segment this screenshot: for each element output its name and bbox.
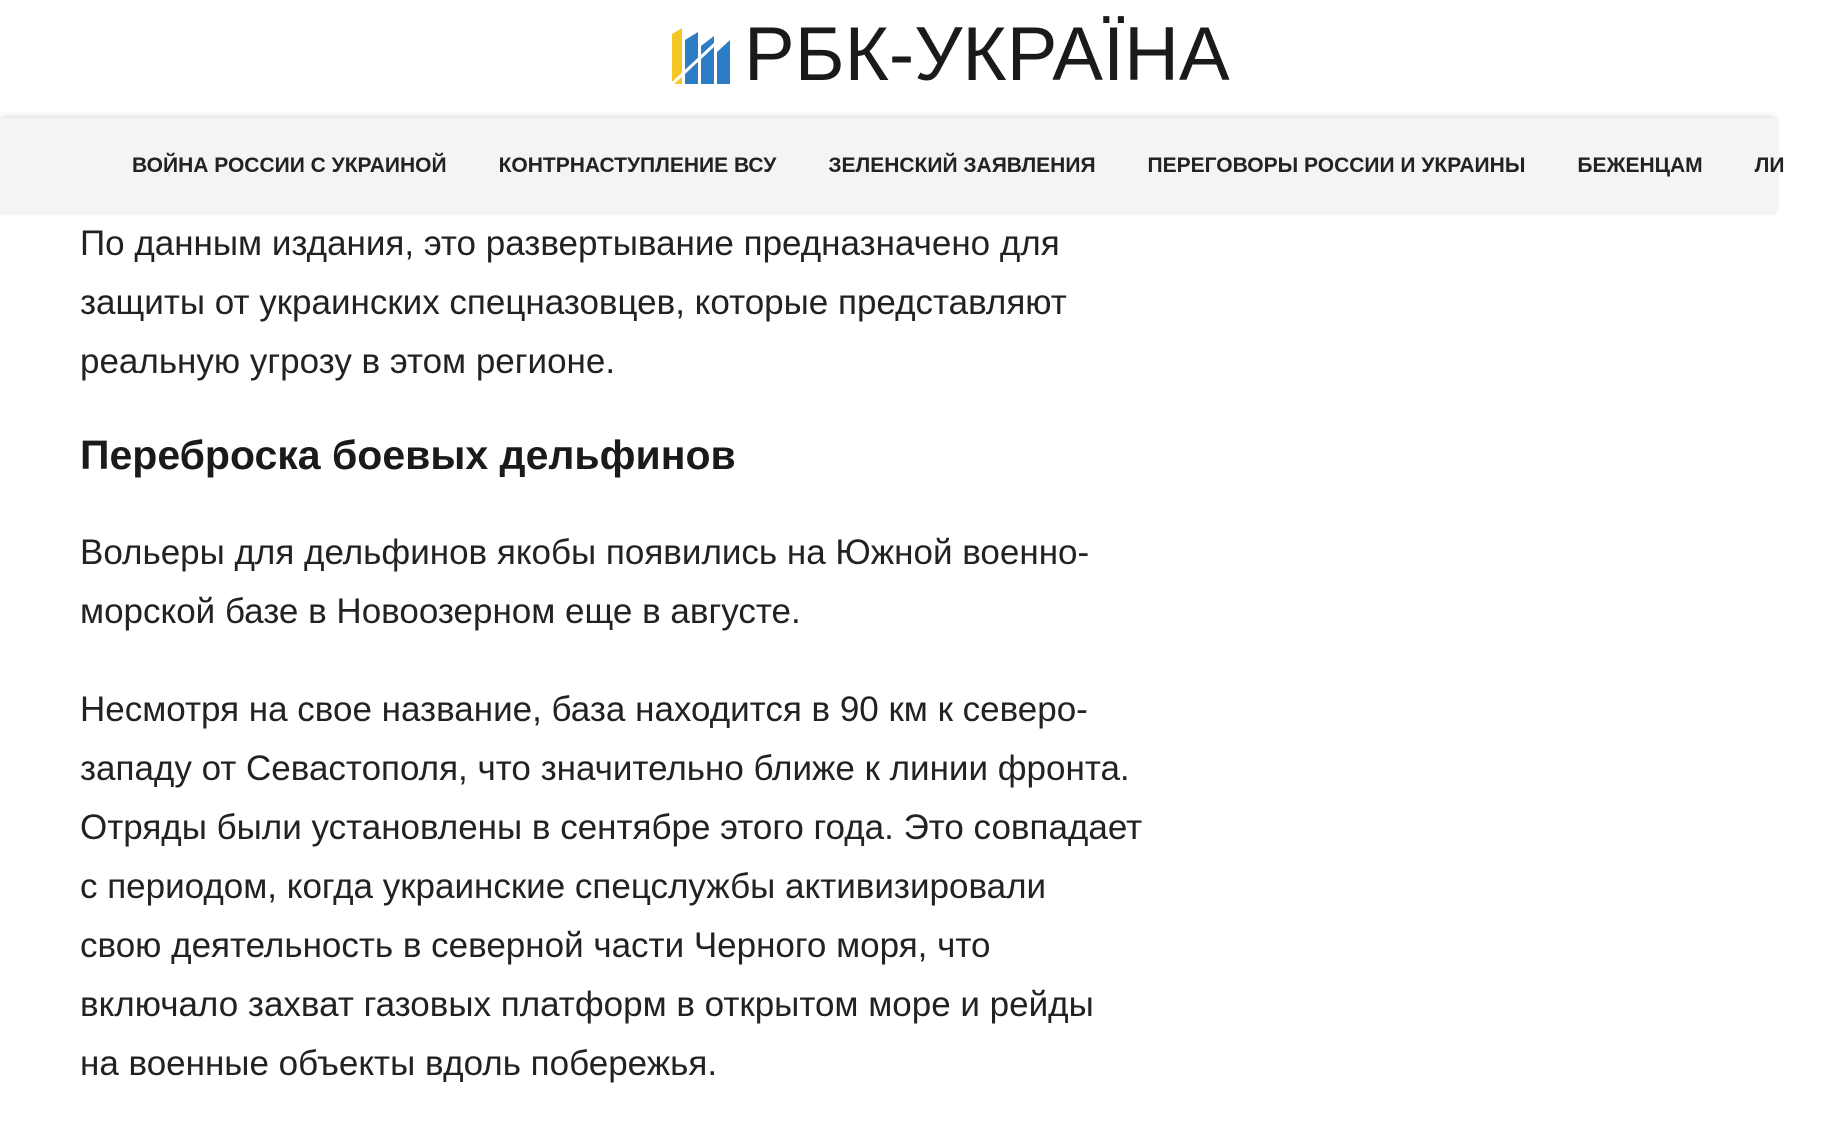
nav-item-negotiations[interactable]: ПЕРЕГОВОРЫ РОССИИ И УКРАИНЫ [1147, 154, 1526, 177]
nav-item-refugees[interactable]: БЕЖЕНЦАМ [1577, 154, 1703, 177]
nav-item-counteroffensive[interactable]: КОНТРНАСТУПЛЕНИЕ ВСУ [498, 154, 777, 177]
paragraph-line: Несмотря на свое название, база находится в 90 км к северо- [80, 690, 1088, 729]
nav-item-truncated[interactable]: ЛИ [1754, 154, 1785, 177]
paragraph-line: По данным издания, это развертывание предназначено для [80, 224, 1060, 263]
paragraph-line: реальную угрозу в этом регионе. [80, 342, 616, 381]
nav-item-war[interactable]: ВОЙНА РОССИИ С УКРАИНОЙ [132, 154, 447, 177]
logo-wordmark: РБК-УКРАЇНА [744, 12, 1230, 97]
rbc-logo-icon [672, 26, 730, 84]
article-subheading: Переброска боевых дельфинов [80, 432, 736, 478]
article-body [80, 214, 1260, 1093]
paragraph-line: на военные объекты вдоль побережья. [80, 1044, 718, 1083]
site-logo-link[interactable] [672, 12, 1230, 97]
paragraph-line: морской базе в Новоозерном еще в августе. [80, 592, 801, 631]
nav-list [132, 118, 1836, 214]
paragraph-line: Вольеры для дельфинов якобы появились на Южной военно- [80, 533, 1090, 572]
article-paragraph [80, 680, 1260, 1093]
article-paragraph [80, 214, 1260, 391]
paragraph-line: с периодом, когда украинские спецслужбы активизировали [80, 867, 1047, 906]
paragraph-line: свою деятельность в северной части Черного моря, что [80, 926, 991, 965]
site-header [0, 0, 1776, 118]
main-navigation [0, 118, 1785, 214]
nav-item-zelensky[interactable]: ЗЕЛЕНСКИЙ ЗАЯВЛЕНИЯ [828, 154, 1096, 177]
paragraph-line: западу от Севастополя, что значительно ближе к линии фронта. [80, 749, 1130, 788]
paragraph-line: включало захват газовых платформ в открытом море и рейды [80, 985, 1094, 1024]
paragraph-line: Отряды были установлены в сентябре этого года. Это совпадает [80, 808, 1143, 847]
paragraph-line: защиты от украинских спецназовцев, которые представляют [80, 283, 1067, 322]
article-paragraph [80, 523, 1260, 641]
